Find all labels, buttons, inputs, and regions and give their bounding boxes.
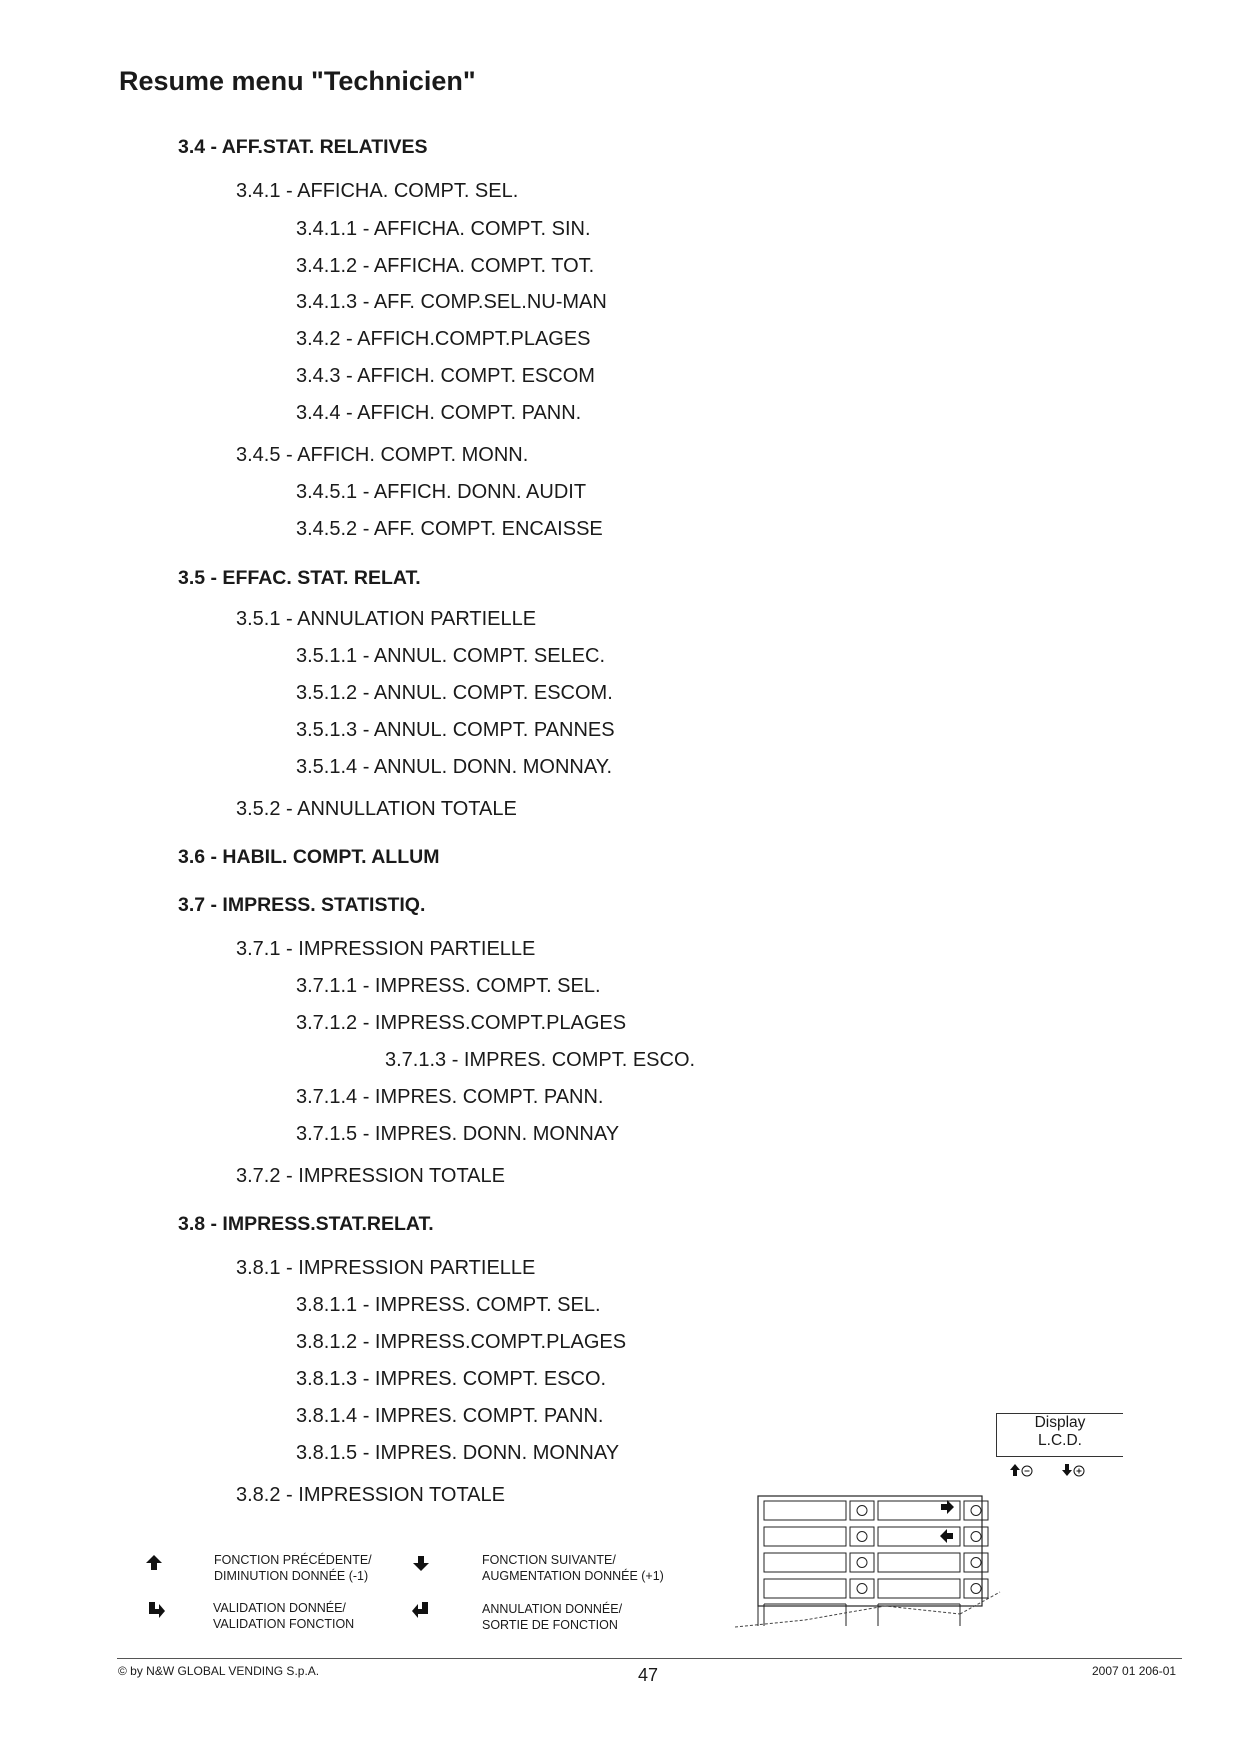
menu-item: 3.5.1.4 - ANNUL. DONN. MONNAY.: [296, 756, 613, 778]
display-keys-indicator: [1008, 1462, 1098, 1482]
menu-section-heading: 3.5 - EFFAC. STAT. RELAT.: [178, 567, 421, 589]
menu-item: 3.7.1.3 - IMPRES. COMPT. ESCO.: [385, 1049, 696, 1071]
menu-item: 3.4.5 - AFFICH. COMPT. MONN.: [236, 444, 529, 466]
menu-section-heading: 3.6 - HABIL. COMPT. ALLUM: [178, 846, 440, 868]
legend-enter-text: VALIDATION DONNÉE/ VALIDATION FONCTION: [213, 1601, 355, 1631]
menu-item: 3.8.2 - IMPRESSION TOTALE: [236, 1484, 505, 1506]
back-arrow-icon: [411, 1600, 431, 1620]
menu-item: 3.4.1 - AFFICHA. COMPT. SEL.: [236, 180, 519, 202]
arrow-down-plus-icon: [1062, 1464, 1084, 1476]
arrow-down-icon: [411, 1553, 431, 1573]
menu-item: 3.5.1.2 - ANNUL. COMPT. ESCOM.: [296, 682, 613, 704]
menu-item: 3.5.1 - ANNULATION PARTIELLE: [236, 608, 537, 630]
arrow-up-minus-icon: [1010, 1464, 1032, 1476]
menu-section-heading: 3.8 - IMPRESS.STAT.RELAT.: [178, 1213, 434, 1235]
menu-item: 3.7.1.1 - IMPRESS. COMPT. SEL.: [296, 975, 601, 997]
menu-item: 3.8.1.2 - IMPRESS.COMPT.PLAGES: [296, 1331, 627, 1353]
menu-section-heading: 3.4 - AFF.STAT. RELATIVES: [178, 136, 428, 158]
menu-item: 3.4.1.2 - AFFICHA. COMPT. TOT.: [296, 255, 595, 277]
page-title: Resume menu "Technicien": [119, 66, 476, 96]
menu-section-heading: 3.7 - IMPRESS. STATISTIQ.: [178, 894, 426, 916]
menu-item: 3.4.1.1 - AFFICHA. COMPT. SIN.: [296, 218, 591, 240]
menu-item: 3.4.1.3 - AFF. COMP.SEL.NU-MAN: [296, 291, 607, 313]
menu-item: 3.4.5.1 - AFFICH. DONN. AUDIT: [296, 481, 587, 503]
menu-item: 3.4.2 - AFFICH.COMPT.PLAGES: [296, 328, 591, 350]
legend-cancel-text: ANNULATION DONNÉE/ SORTIE DE FONCTION: [482, 1602, 623, 1632]
menu-item: 3.8.1.4 - IMPRES. COMPT. PANN.: [296, 1405, 604, 1427]
keypad-panel-diagram: [735, 1490, 1015, 1640]
display-label-line2: L.C.D.: [1038, 1432, 1082, 1449]
menu-item: 3.4.3 - AFFICH. COMPT. ESCOM: [296, 365, 595, 387]
footer-divider: [117, 1658, 1182, 1659]
arrow-up-icon: [144, 1553, 164, 1573]
menu-item: 3.7.2 - IMPRESSION TOTALE: [236, 1165, 505, 1187]
enter-arrow-icon: [146, 1600, 166, 1620]
menu-item: 3.8.1.1 - IMPRESS. COMPT. SEL.: [296, 1294, 601, 1316]
lcd-display-label: [996, 1413, 1123, 1457]
legend-up-text: FONCTION PRÉCÉDENTE/ DIMINUTION DONNÉE (-1): [214, 1553, 372, 1583]
footer-reference: 2007 01 206-01: [1092, 1664, 1177, 1678]
menu-item: 3.7.1 - IMPRESSION PARTIELLE: [236, 938, 536, 960]
page-number: 47: [638, 1665, 659, 1685]
legend-down-text: FONCTION SUIVANTE/ AUGMENTATION DONNÉE (+1): [482, 1553, 664, 1583]
menu-item: 3.7.1.2 - IMPRESS.COMPT.PLAGES: [296, 1012, 627, 1034]
menu-item: 3.4.4 - AFFICH. COMPT. PANN.: [296, 402, 582, 424]
menu-item: 3.5.1.3 - ANNUL. COMPT. PANNES: [296, 719, 615, 741]
menu-item: 3.7.1.4 - IMPRES. COMPT. PANN.: [296, 1086, 604, 1108]
menu-item: 3.5.1.1 - ANNUL. COMPT. SELEC.: [296, 645, 605, 667]
menu-item: 3.7.1.5 - IMPRES. DONN. MONNAY: [296, 1123, 620, 1145]
menu-item: 3.8.1 - IMPRESSION PARTIELLE: [236, 1257, 536, 1279]
menu-item: 3.8.1.3 - IMPRES. COMPT. ESCO.: [296, 1368, 607, 1390]
display-label-line1: Display: [1034, 1414, 1086, 1431]
menu-item: 3.8.1.5 - IMPRES. DONN. MONNAY: [296, 1442, 620, 1464]
menu-item: 3.4.5.2 - AFF. COMPT. ENCAISSE: [296, 518, 603, 540]
footer-copyright: © by N&W GLOBAL VENDING S.p.A.: [118, 1664, 320, 1678]
menu-item: 3.5.2 - ANNULLATION TOTALE: [236, 798, 517, 820]
